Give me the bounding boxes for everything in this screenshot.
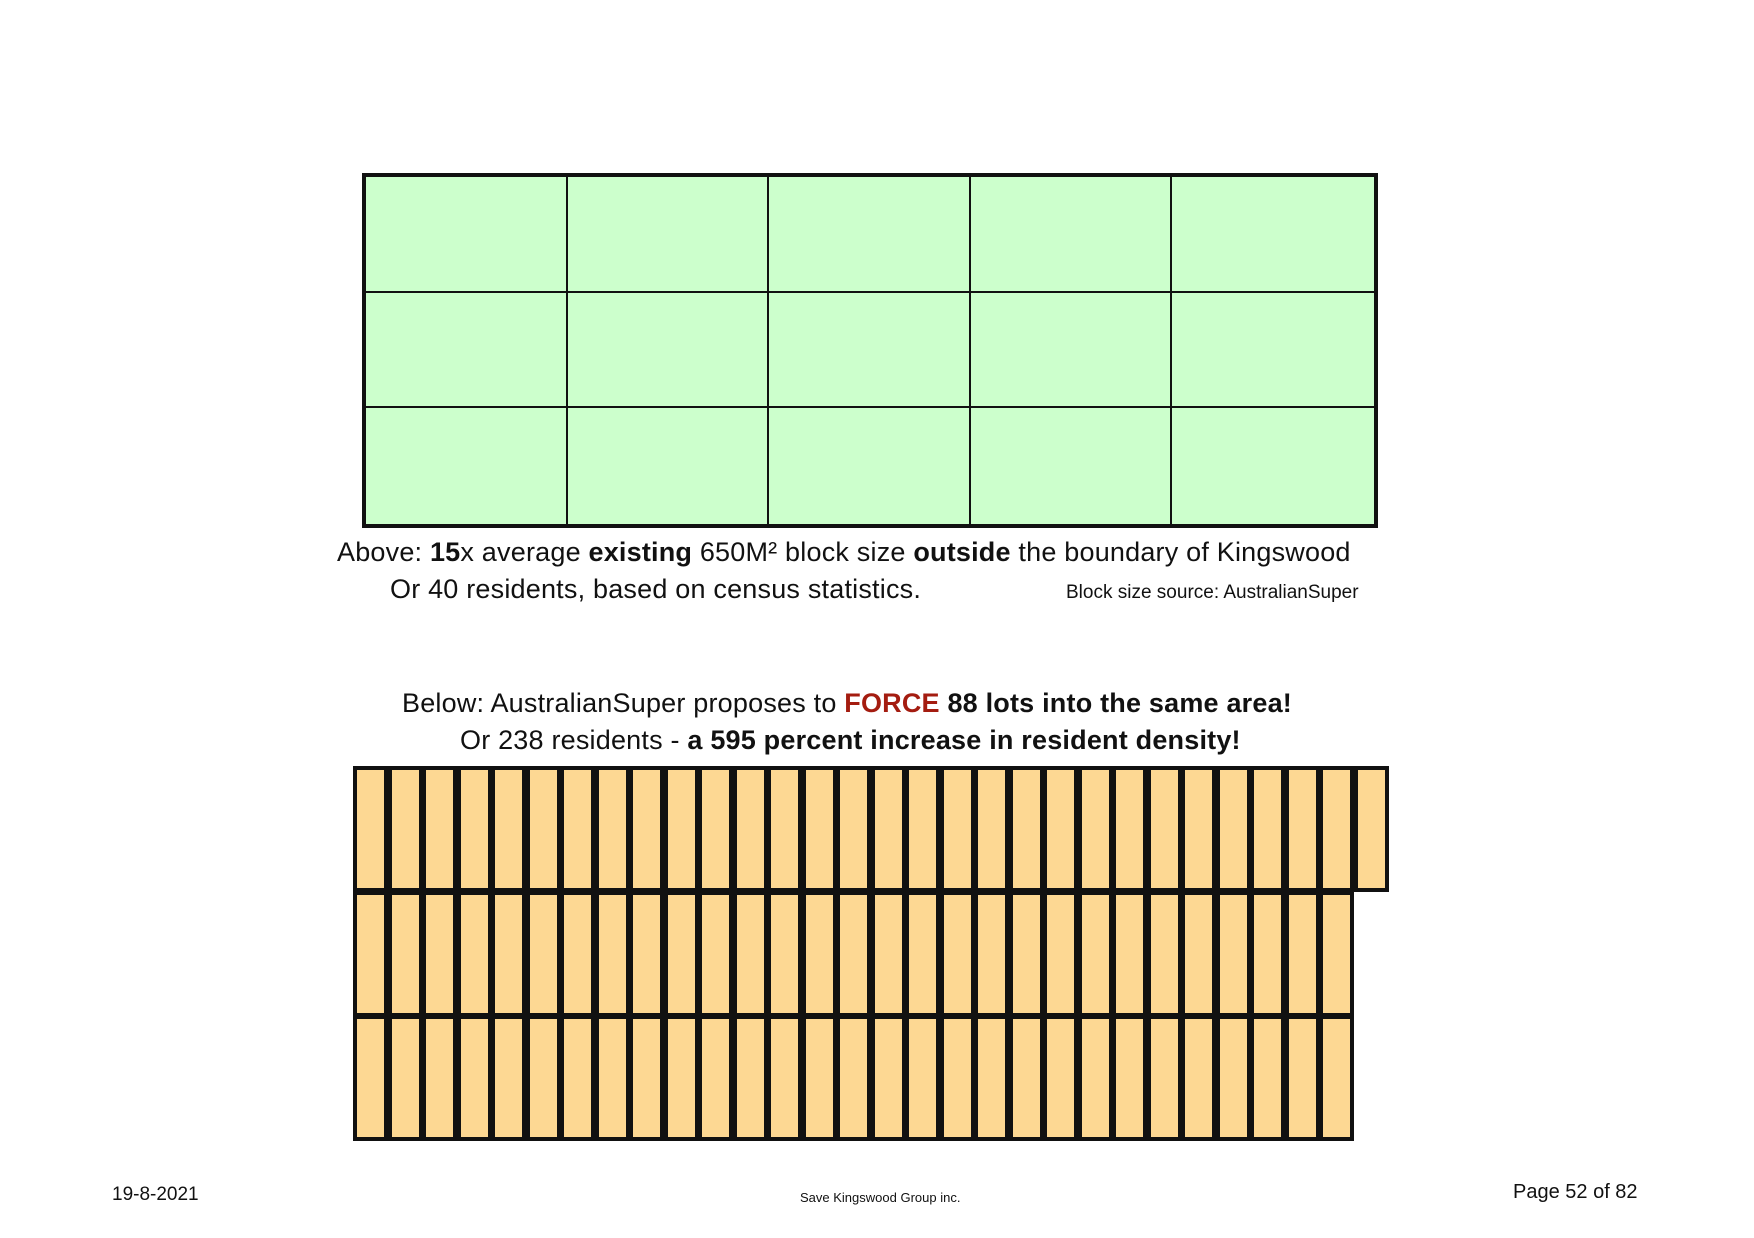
lot	[940, 766, 975, 892]
lot	[560, 766, 595, 892]
lot	[1043, 891, 1078, 1017]
lot	[1250, 1015, 1285, 1141]
lot	[388, 891, 423, 1017]
lot	[1216, 766, 1251, 892]
lot	[698, 891, 733, 1017]
existing-block	[568, 177, 770, 293]
lot	[974, 766, 1009, 892]
existing-block	[971, 293, 1173, 409]
existing-blocks-grid	[362, 173, 1378, 528]
lot	[1112, 1015, 1147, 1141]
lot	[733, 1015, 768, 1141]
footer-page-number: Page 52 of 82	[1513, 1181, 1638, 1203]
force-word: FORCE	[844, 688, 940, 718]
lot	[457, 766, 492, 892]
lot	[940, 891, 975, 1017]
lot	[422, 766, 457, 892]
existing-block	[366, 293, 568, 409]
lot	[491, 1015, 526, 1141]
lot	[940, 1015, 975, 1141]
lot	[698, 766, 733, 892]
lot	[491, 891, 526, 1017]
lot	[974, 1015, 1009, 1141]
existing-block	[769, 177, 971, 293]
lot	[1354, 766, 1389, 892]
lot	[1250, 766, 1285, 892]
existing-block	[1172, 408, 1374, 524]
lot	[871, 1015, 906, 1141]
existing-block	[568, 293, 770, 409]
lot	[664, 1015, 699, 1141]
lot	[1112, 766, 1147, 892]
lot	[905, 891, 940, 1017]
lot	[595, 766, 630, 892]
lot	[1078, 891, 1113, 1017]
lot	[457, 891, 492, 1017]
lot	[457, 1015, 492, 1141]
lot	[1147, 891, 1182, 1017]
lot	[1009, 891, 1044, 1017]
lot	[353, 891, 388, 1017]
lot	[1216, 891, 1251, 1017]
existing-block	[769, 293, 971, 409]
lot	[767, 1015, 802, 1141]
caption-above-line2: Or 40 residents, based on census statistics.	[390, 574, 922, 604]
lot	[836, 1015, 871, 1141]
caption-above-line1: Above: 15x average existing 650M² block size outside the boundary of Kingswood	[337, 537, 1351, 567]
lot	[664, 891, 699, 1017]
lot	[526, 1015, 561, 1141]
lot	[1112, 891, 1147, 1017]
lot	[595, 1015, 630, 1141]
lot	[802, 766, 837, 892]
existing-block	[971, 177, 1173, 293]
lot	[1319, 1015, 1354, 1141]
lot	[1216, 1015, 1251, 1141]
lot	[905, 766, 940, 892]
existing-block	[971, 408, 1173, 524]
existing-block	[366, 177, 568, 293]
lot	[1043, 1015, 1078, 1141]
lot	[388, 766, 423, 892]
lot	[526, 766, 561, 892]
caption-below-line2: Or 238 residents - a 595 percent increase in resident density!	[460, 725, 1241, 755]
lot	[1285, 766, 1320, 892]
lot	[836, 766, 871, 892]
lot	[767, 766, 802, 892]
lot	[422, 1015, 457, 1141]
lot	[1009, 766, 1044, 892]
lot	[664, 766, 699, 892]
lot	[1009, 1015, 1044, 1141]
lot	[560, 1015, 595, 1141]
lot	[733, 766, 768, 892]
lot	[1285, 891, 1320, 1017]
lot	[595, 891, 630, 1017]
footer-organization: Save Kingswood Group inc.	[800, 1190, 961, 1205]
lot	[1181, 891, 1216, 1017]
lot	[1147, 1015, 1182, 1141]
lot	[1078, 766, 1113, 892]
lot	[353, 766, 388, 892]
existing-block	[1172, 177, 1374, 293]
block-size-source: Block size source: AustralianSuper	[1066, 582, 1359, 603]
lot	[422, 891, 457, 1017]
existing-block	[568, 408, 770, 524]
lot	[1181, 1015, 1216, 1141]
footer-date: 19-8-2021	[112, 1184, 199, 1205]
lot	[802, 1015, 837, 1141]
lot	[353, 1015, 388, 1141]
lot	[629, 891, 664, 1017]
existing-block	[769, 408, 971, 524]
lot	[491, 766, 526, 892]
lot	[1250, 891, 1285, 1017]
lot	[871, 891, 906, 1017]
lot	[1147, 766, 1182, 892]
lot	[526, 891, 561, 1017]
lot	[1078, 1015, 1113, 1141]
lot	[560, 891, 595, 1017]
lot	[698, 1015, 733, 1141]
lot	[836, 891, 871, 1017]
lot	[1285, 1015, 1320, 1141]
lot	[1043, 766, 1078, 892]
lot	[1319, 766, 1354, 892]
lot	[629, 1015, 664, 1141]
existing-block	[1172, 293, 1374, 409]
lot	[629, 766, 664, 892]
existing-block	[366, 408, 568, 524]
lot	[767, 891, 802, 1017]
lot	[974, 891, 1009, 1017]
lot	[388, 1015, 423, 1141]
caption-below-line1: Below: AustralianSuper proposes to FORCE 88 lots into the same area!	[402, 688, 1292, 718]
lot	[871, 766, 906, 892]
lot	[1181, 766, 1216, 892]
lot	[905, 1015, 940, 1141]
lot	[1319, 891, 1354, 1017]
lot	[802, 891, 837, 1017]
lot	[733, 891, 768, 1017]
